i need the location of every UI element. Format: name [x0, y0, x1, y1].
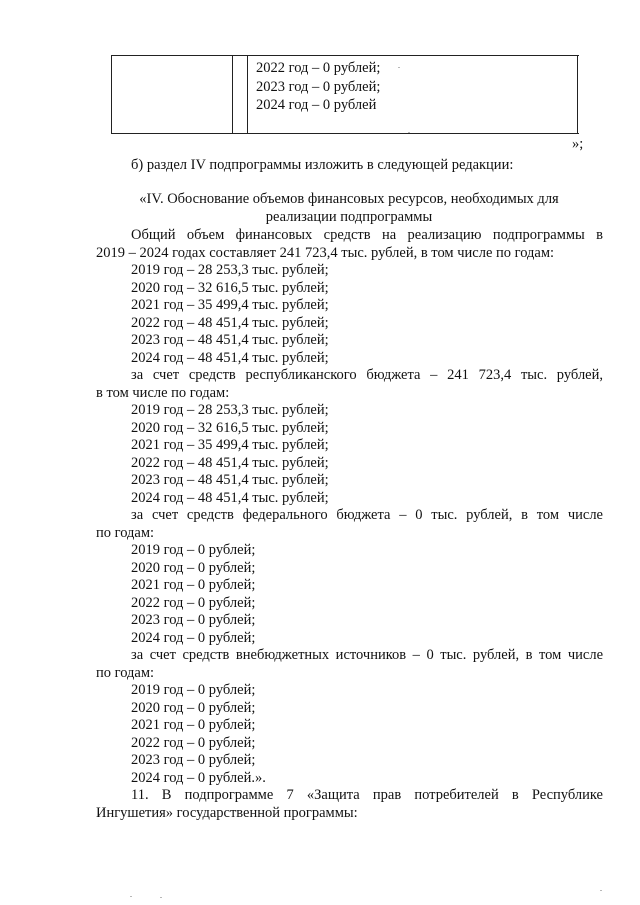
extrabudget-year-line: 2022 год – 0 рублей;	[131, 735, 256, 751]
section-title-line-2: реализации подпрограммы	[265, 209, 433, 225]
total-year-line: 2021 год – 35 499,4 тыс. рублей;	[131, 297, 329, 313]
item-11-line-1: 11. В подпрограмме 7 «Защита прав потребителей в Республике	[131, 787, 603, 803]
item-11-line-2: Ингушетия» государственной программы:	[96, 805, 358, 821]
republic-year-line: 2022 год – 48 451,4 тыс. рублей;	[131, 455, 329, 471]
republic-year-line: 2024 год – 48 451,4 тыс. рублей;	[131, 490, 329, 506]
scan-speck	[160, 897, 162, 898]
republic-paragraph-line-1: за счет средств республиканского бюджета – 241 723,4 тыс. рублей,	[131, 367, 603, 383]
scan-speck	[130, 896, 132, 897]
republic-year-line: 2021 год – 35 499,4 тыс. рублей;	[131, 437, 329, 453]
total-year-line: 2023 год – 48 451,4 тыс. рублей;	[131, 332, 329, 348]
extrabudget-year-line: 2020 год – 0 рублей;	[131, 700, 256, 716]
total-paragraph-line-2: 2019 – 2024 годах составляет 241 723,4 тыс. рублей, в том числе по годам:	[96, 245, 555, 261]
extrabudget-year-line: 2019 год – 0 рублей;	[131, 682, 256, 698]
scan-speck	[408, 132, 410, 133]
closing-quote: »;	[572, 136, 584, 152]
republic-year-line: 2019 год – 28 253,3 тыс. рублей;	[131, 402, 329, 418]
extrabudget-paragraph-line-1: за счет средств внебюджетных источников – 0 тыс. рублей, в том числе	[131, 647, 603, 663]
federal-year-line: 2019 год – 0 рублей;	[131, 542, 256, 558]
total-year-line: 2022 год – 48 451,4 тыс. рублей;	[131, 315, 329, 331]
extrabudget-year-line: 2023 год – 0 рублей;	[131, 752, 256, 768]
table-cell-line: 2024 год – 0 рублей	[256, 97, 377, 113]
scan-speck	[600, 890, 602, 891]
republic-year-line: 2023 год – 48 451,4 тыс. рублей;	[131, 472, 329, 488]
federal-year-line: 2023 год – 0 рублей;	[131, 612, 256, 628]
section-title-line-1: «IV. Обоснование объемов финансовых ресурсов, необходимых для	[139, 191, 559, 207]
federal-year-line: 2021 год – 0 рублей;	[131, 577, 256, 593]
table-cell-line: 2023 год – 0 рублей;	[256, 79, 381, 95]
extrabudget-paragraph-line-2: по годам:	[96, 665, 155, 681]
extrabudget-year-line: 2021 год – 0 рублей;	[131, 717, 256, 733]
table-top-border	[111, 55, 579, 56]
federal-paragraph-line-2: по годам:	[96, 525, 155, 541]
scan-speck	[398, 67, 400, 68]
republic-year-line: 2020 год – 32 616,5 тыс. рублей;	[131, 420, 329, 436]
federal-paragraph-line-1: за счет средств федерального бюджета – 0 тыс. рублей, в том числе	[131, 507, 603, 523]
table-bottom-border	[111, 133, 579, 134]
total-year-line: 2020 год – 32 616,5 тыс. рублей;	[131, 280, 329, 296]
table-cell-line: 2022 год – 0 рублей;	[256, 60, 381, 76]
federal-year-line: 2022 год – 0 рублей;	[131, 595, 256, 611]
item-b-text: б) раздел IV подпрограммы изложить в следующей редакции:	[131, 157, 514, 173]
table-left-border	[111, 55, 112, 134]
table-right-border	[577, 55, 578, 134]
federal-year-line: 2020 год – 0 рублей;	[131, 560, 256, 576]
total-paragraph-line-1: Общий объем финансовых средств на реализацию подпрограммы в	[131, 227, 603, 243]
total-year-line: 2024 год – 48 451,4 тыс. рублей;	[131, 350, 329, 366]
extrabudget-year-line: 2024 год – 0 рублей.».	[131, 770, 266, 786]
table-column-divider-inner	[247, 55, 248, 134]
federal-year-line: 2024 год – 0 рублей;	[131, 630, 256, 646]
republic-paragraph-line-2: в том числе по годам:	[96, 385, 230, 401]
table-column-divider	[232, 55, 233, 134]
total-year-line: 2019 год – 28 253,3 тыс. рублей;	[131, 262, 329, 278]
